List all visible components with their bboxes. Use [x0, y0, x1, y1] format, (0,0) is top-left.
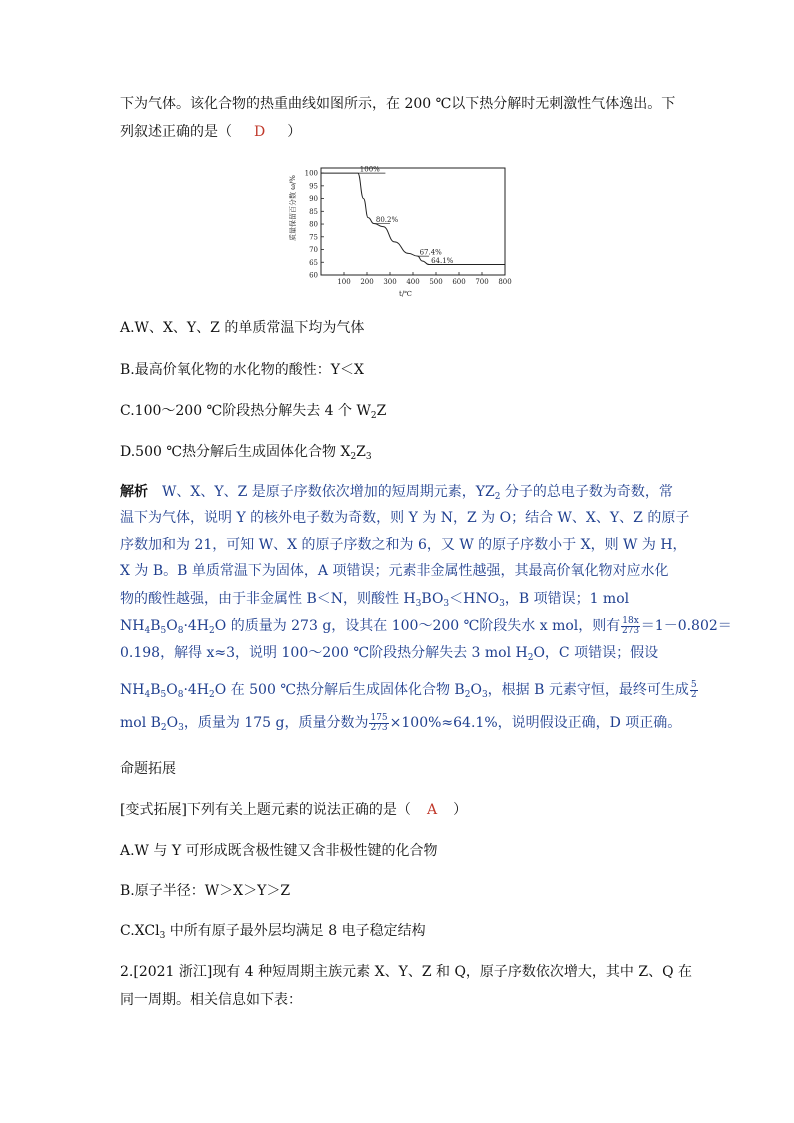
analysis-label: 解析	[120, 484, 148, 500]
thermogravimetric-chart	[285, 158, 515, 298]
fraction-175-273: $\frac{175}{273}$	[370, 712, 388, 733]
answer-marker: D	[254, 124, 266, 140]
option-b: B.最高价氧化物的水化物的酸性：Y＜X	[120, 362, 364, 378]
annotation-label: 80.2%	[375, 216, 399, 225]
extension-option-a: A.W 与 Y 可形成既含极性键又含非极性键的化合物	[120, 843, 438, 859]
analysis-line-7: 0.198，解得 x≈3，说明 100～200 ℃阶段热分解失去 3 mol $H_2O$，C 项错误；假设	[120, 645, 659, 663]
analysis-line-9: mol $B_2O_3$，质量为 175 g，质量分数为 $\frac{175}{273}$ ×100%≈64.1%，说明假设正确，D 项正确。	[120, 712, 682, 733]
analysis-line-2: 温下为气体，说明 Y 的核外电子数为奇数，则 Y 为 N，Z 为 O；结合 W、X、Y、Z 的原子	[120, 510, 690, 526]
option-c: C.100～200 ℃阶段热分解失去 4 个 $W_2Z$	[120, 403, 387, 421]
analysis-line-3: 序数加和为 21，可知 W、X 的原子序数之和为 6，又 W 的原子序数小于 X，则 W 为 H，	[120, 537, 687, 553]
analysis-line-8: $NH_4B_5O_8\cdot 4H_2O$ 在 500 ℃热分解后生成固体化合物 $B_2O_3$，根据 B 元素守恒，最终可生成 $\frac{5}{2}$	[120, 679, 697, 700]
y-tick-label: 80	[309, 220, 318, 229]
analysis-line-6: $NH_4B_5O_8\cdot 4H_2O$ 的质量为 273 g，设其在 100～200 ℃阶段失水 x mol，则有 $\frac{18x}{273}$ ＝1－0.802＝	[120, 615, 732, 636]
x-tick-label: 400	[406, 278, 420, 286]
question-suffix: ）	[287, 124, 302, 140]
question-text-line-2	[120, 122, 301, 142]
x-tick-label: 700	[475, 278, 489, 286]
y-tick-label: 70	[309, 246, 318, 255]
y-tick-label: 100	[304, 169, 318, 178]
extension-option-c: C.XCl$_3$ 中所有原子最外层均满足 8 电子稳定结构	[120, 923, 426, 941]
x-tick-label: 200	[360, 278, 374, 286]
annotation-label: 64.1%	[431, 257, 454, 266]
y-tick-label: 90	[309, 195, 318, 204]
x-tick-label: 600	[452, 278, 466, 286]
analysis-line-4: X 为 B。B 单质常温下为固体，A 项错误；元素非金属性越强，其最高价氧化物对应水化	[120, 563, 669, 579]
fraction-5-2: $\frac{5}{2}$	[690, 679, 697, 700]
x-tick-label: 100	[337, 278, 351, 286]
next-question-line-1: 2.[2021 浙江]现有 4 种短周期主族元素 X、Y、Z 和 Q，原子序数依次增大，其中 Z、Q 在	[120, 964, 693, 980]
section-heading: 命题拓展	[120, 761, 176, 777]
y-tick-label: 75	[309, 233, 318, 242]
extension-answer-marker: A	[426, 802, 438, 818]
option-a: A.W、X、Y、Z 的单质常温下均为气体	[120, 320, 365, 336]
x-tick-label: 800	[498, 278, 512, 286]
extension-stem: [变式拓展]下列有关上题元素的说法正确的是（ A ）	[120, 802, 468, 818]
x-tick-label: 500	[429, 278, 443, 286]
mass-retention-curve	[321, 173, 505, 264]
next-question-line-2: 同一周期。相关信息如下表：	[120, 992, 302, 1008]
y-tick-label: 65	[309, 258, 318, 267]
y-tick-label: 85	[309, 207, 318, 216]
annotation-label: 100%	[359, 165, 380, 174]
analysis-line-1: 解析 W、X、Y、Z 是原子序数依次增加的短周期元素，$YZ_2$ 分子的总电子数为奇数，常	[120, 484, 673, 502]
y-axis-label: 质量保留百分数 ω/%	[289, 175, 297, 241]
y-tick-label: 95	[309, 182, 318, 191]
x-tick-label: 300	[383, 278, 397, 286]
y-tick-label: 60	[309, 271, 318, 280]
x-axis-label: t/℃	[399, 290, 413, 298]
question-prefix: 列叙述正确的是（	[120, 124, 232, 140]
question-text-line-1: 下为气体。该化合物的热重曲线如图所示，在 200 ℃以下热分解时无刺激性气体逸出。下	[120, 96, 676, 112]
option-d: D.500 ℃热分解后生成固体化合物 $X_2Z_3$	[120, 444, 372, 462]
analysis-line-5: 物的酸性越强，由于非金属性 B＜N，则酸性 $H_3BO_3<HNO_3$，B 项错误；1 mol	[120, 591, 630, 609]
fraction-18x-273: $\frac{18x}{273}$	[621, 615, 640, 636]
extension-option-b: B.原子半径：W＞X＞Y＞Z	[120, 883, 291, 899]
annotation-label: 67.4%	[419, 248, 442, 257]
